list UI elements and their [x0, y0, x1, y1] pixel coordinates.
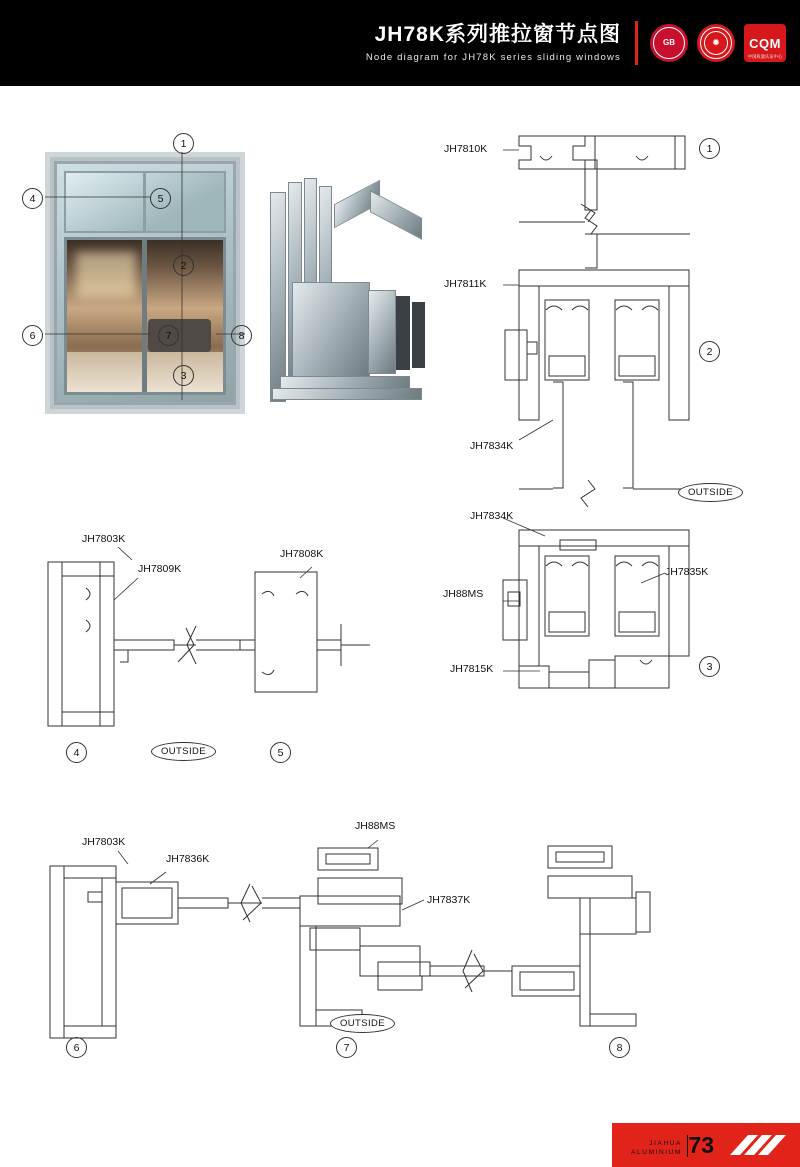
sliding-window-photo	[45, 152, 245, 414]
page-number: 73	[688, 1132, 714, 1158]
window-interior-view	[64, 237, 226, 395]
title-block	[366, 23, 635, 63]
label-jh7815k: JH7815K	[450, 663, 494, 675]
window-frame	[54, 161, 236, 405]
callout-4-photo: 4	[22, 188, 43, 209]
window-top-sash	[64, 171, 226, 233]
callout-6-detail: 6	[66, 1037, 87, 1058]
page-title-cn: JH78K系列推拉窗节点图	[374, 22, 621, 46]
gb-certification-logo	[650, 24, 688, 62]
label-jh7834k-a: JH7834K	[470, 440, 514, 452]
callout-2-detail: 2	[699, 341, 720, 362]
callout-3-photo: 3	[173, 365, 194, 386]
label-jh7835k: JH7835K	[665, 566, 709, 578]
label-jh7834k-b: JH7834K	[470, 510, 514, 522]
aluminium-profile-photo	[262, 178, 444, 414]
callout-1-detail: 1	[699, 138, 720, 159]
page-footer	[0, 1123, 800, 1167]
label-jh88ms-right: JH88MS	[443, 588, 484, 600]
cqm-logo-text: CQM	[749, 35, 781, 51]
callout-7-photo: 7	[158, 325, 179, 346]
label-jh88ms-bottom: JH88MS	[355, 820, 396, 832]
title-divider	[635, 21, 638, 65]
header-inner	[366, 0, 786, 86]
label-jh7803k-left: JH7803K	[82, 533, 126, 545]
callout-1-photo: 1	[173, 133, 194, 154]
outside-label-mid: OUTSIDE	[151, 742, 216, 761]
label-jh7836k: JH7836K	[166, 853, 210, 865]
cqm-logo-subtext: 中国质量认证中心	[747, 53, 783, 59]
callout-5-detail: 5	[270, 742, 291, 763]
page-header	[0, 0, 800, 86]
page-title-en: Node diagram for JH78K series sliding windows	[365, 52, 621, 64]
outside-label-right: OUTSIDE	[678, 483, 743, 502]
gb-logo-text: GB	[663, 38, 675, 47]
label-jh7837k: JH7837K	[427, 894, 471, 906]
footer-brand	[631, 1139, 682, 1159]
callout-8-photo: 8	[231, 325, 252, 346]
footer-brand-line2: ALUMINIUM	[631, 1149, 682, 1157]
callout-8-detail: 8	[609, 1037, 630, 1058]
cqm-certification-logo	[744, 24, 786, 62]
outside-label-bottom: OUTSIDE	[330, 1014, 395, 1033]
callout-6-photo: 6	[22, 325, 43, 346]
flower-logo-text: ✹	[712, 38, 720, 47]
callout-5-photo: 5	[150, 188, 171, 209]
label-jh7809k: JH7809K	[138, 563, 182, 575]
jiahua-logo-mark	[728, 1133, 786, 1159]
label-jh7811k: JH7811K	[444, 278, 487, 290]
flower-certification-logo	[697, 24, 735, 62]
callout-2-photo: 2	[173, 255, 194, 276]
callout-4-detail: 4	[66, 742, 87, 763]
certification-logos	[650, 24, 786, 62]
callout-3-detail: 3	[699, 656, 720, 677]
callout-7-detail: 7	[336, 1037, 357, 1058]
label-jh7808k: JH7808K	[280, 548, 324, 560]
footer-white-area	[0, 1123, 612, 1167]
label-jh7803k-bottom: JH7803K	[82, 836, 126, 848]
label-jh7810k: JH7810K	[444, 143, 488, 155]
footer-brand-line1: JIAHUA	[649, 1139, 682, 1147]
